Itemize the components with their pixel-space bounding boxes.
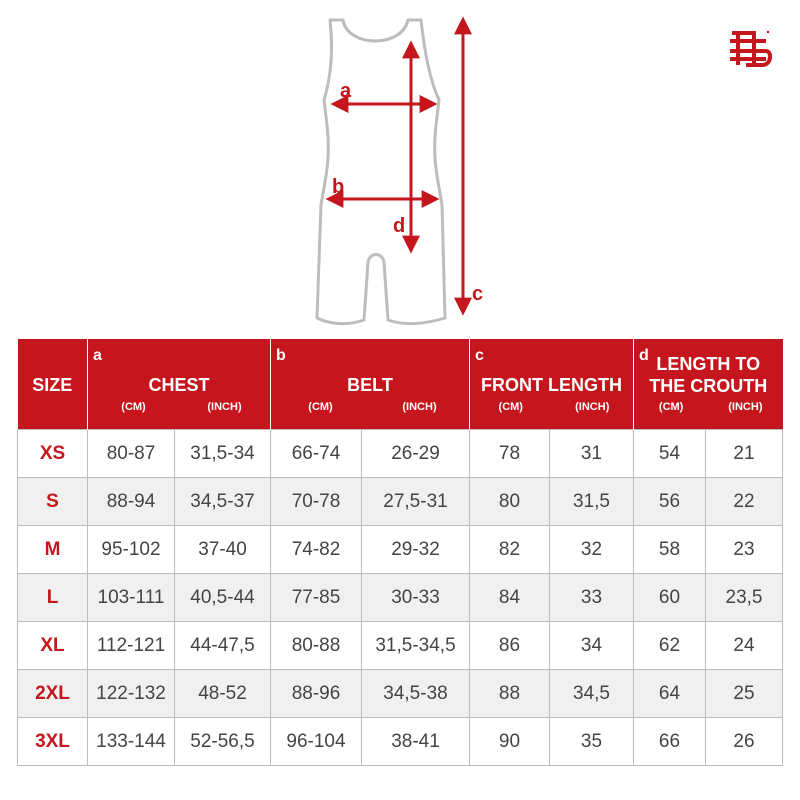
table-cell-chest-in: 31,5-34 xyxy=(175,430,271,478)
table-cell-belt-in: 34,5-38 xyxy=(362,670,470,718)
table-cell-chest-cm: 80-87 xyxy=(88,430,175,478)
table-cell-front-cm: 80 xyxy=(470,478,550,526)
table-cell-belt-cm: 70-78 xyxy=(271,478,362,526)
table-cell-chest-in: 52-56,5 xyxy=(175,718,271,766)
label-b: b xyxy=(332,176,345,198)
table-cell-belt-cm: 77-85 xyxy=(271,574,362,622)
table-cell-front-in: 31,5 xyxy=(550,478,634,526)
size-cell: S xyxy=(18,478,88,526)
table-cell-chest-in: 40,5-44 xyxy=(175,574,271,622)
singlet-measurement-diagram xyxy=(0,0,800,335)
table-cell-chest-cm: 112-121 xyxy=(88,622,175,670)
table-cell-crouth-in: 24 xyxy=(706,622,783,670)
header-size: SIZE xyxy=(18,339,88,430)
table-row xyxy=(18,478,783,526)
table-cell-crouth-cm: 66 xyxy=(634,718,706,766)
label-d: d xyxy=(393,215,406,237)
table-cell-belt-in: 29-32 xyxy=(362,526,470,574)
table-cell-belt-in: 26-29 xyxy=(362,430,470,478)
table-cell-crouth-in: 23 xyxy=(706,526,783,574)
table-cell-crouth-cm: 56 xyxy=(634,478,706,526)
table-cell-belt-cm: 96-104 xyxy=(271,718,362,766)
size-cell: L xyxy=(18,574,88,622)
table-cell-belt-in: 30-33 xyxy=(362,574,470,622)
table-cell-front-cm: 84 xyxy=(470,574,550,622)
table-header-row xyxy=(18,339,783,430)
table-row xyxy=(18,622,783,670)
table-cell-front-in: 32 xyxy=(550,526,634,574)
table-cell-belt-cm: 74-82 xyxy=(271,526,362,574)
table-row xyxy=(18,718,783,766)
table-cell-chest-cm: 133-144 xyxy=(88,718,175,766)
table-cell-crouth-cm: 62 xyxy=(634,622,706,670)
table-cell-chest-cm: 95-102 xyxy=(88,526,175,574)
table-cell-chest-cm: 88-94 xyxy=(88,478,175,526)
singlet-outline xyxy=(317,20,445,324)
header-chest: a CHEST (CM) (INCH) xyxy=(88,339,271,430)
table-cell-front-in: 31 xyxy=(550,430,634,478)
table-cell-front-in: 34,5 xyxy=(550,670,634,718)
size-cell: 3XL xyxy=(18,718,88,766)
table-cell-chest-in: 37-40 xyxy=(175,526,271,574)
table-cell-crouth-cm: 58 xyxy=(634,526,706,574)
brand-monogram-icon xyxy=(726,27,774,71)
table-row xyxy=(18,430,783,478)
table-cell-crouth-cm: 64 xyxy=(634,670,706,718)
size-cell: 2XL xyxy=(18,670,88,718)
table-cell-front-in: 35 xyxy=(550,718,634,766)
table-cell-crouth-in: 23,5 xyxy=(706,574,783,622)
table-cell-chest-in: 44-47,5 xyxy=(175,622,271,670)
table-cell-belt-cm: 88-96 xyxy=(271,670,362,718)
table-cell-chest-in: 48-52 xyxy=(175,670,271,718)
label-c: c xyxy=(472,283,484,305)
table-cell-front-cm: 90 xyxy=(470,718,550,766)
size-cell: M xyxy=(18,526,88,574)
table-cell-crouth-in: 21 xyxy=(706,430,783,478)
header-length-to-crouth: d LENGTH TO THE CROUTH (CM) (INCH) xyxy=(634,339,783,430)
table-cell-front-in: 34 xyxy=(550,622,634,670)
table-cell-front-in: 33 xyxy=(550,574,634,622)
table-cell-front-cm: 88 xyxy=(470,670,550,718)
header-belt: b BELT (CM) (INCH) xyxy=(271,339,470,430)
header-front-length: c FRONT LENGTH (CM) (INCH) xyxy=(470,339,634,430)
table-cell-crouth-in: 26 xyxy=(706,718,783,766)
table-cell-chest-cm: 122-132 xyxy=(88,670,175,718)
table-cell-front-cm: 86 xyxy=(470,622,550,670)
table-cell-chest-cm: 103-111 xyxy=(88,574,175,622)
table-row xyxy=(18,670,783,718)
label-a: a xyxy=(340,80,352,102)
size-cell: XL xyxy=(18,622,88,670)
size-chart-table xyxy=(17,339,783,766)
table-cell-belt-cm: 66-74 xyxy=(271,430,362,478)
table-cell-crouth-cm: 60 xyxy=(634,574,706,622)
table-cell-crouth-in: 25 xyxy=(706,670,783,718)
table-cell-chest-in: 34,5-37 xyxy=(175,478,271,526)
size-cell: XS xyxy=(18,430,88,478)
table-cell-belt-in: 38-41 xyxy=(362,718,470,766)
table-row xyxy=(18,526,783,574)
table-cell-belt-in: 31,5-34,5 xyxy=(362,622,470,670)
table-cell-front-cm: 82 xyxy=(470,526,550,574)
table-cell-front-cm: 78 xyxy=(470,430,550,478)
table-cell-crouth-in: 22 xyxy=(706,478,783,526)
table-cell-belt-in: 27,5-31 xyxy=(362,478,470,526)
table-cell-crouth-cm: 54 xyxy=(634,430,706,478)
table-row xyxy=(18,574,783,622)
table-cell-belt-cm: 80-88 xyxy=(271,622,362,670)
